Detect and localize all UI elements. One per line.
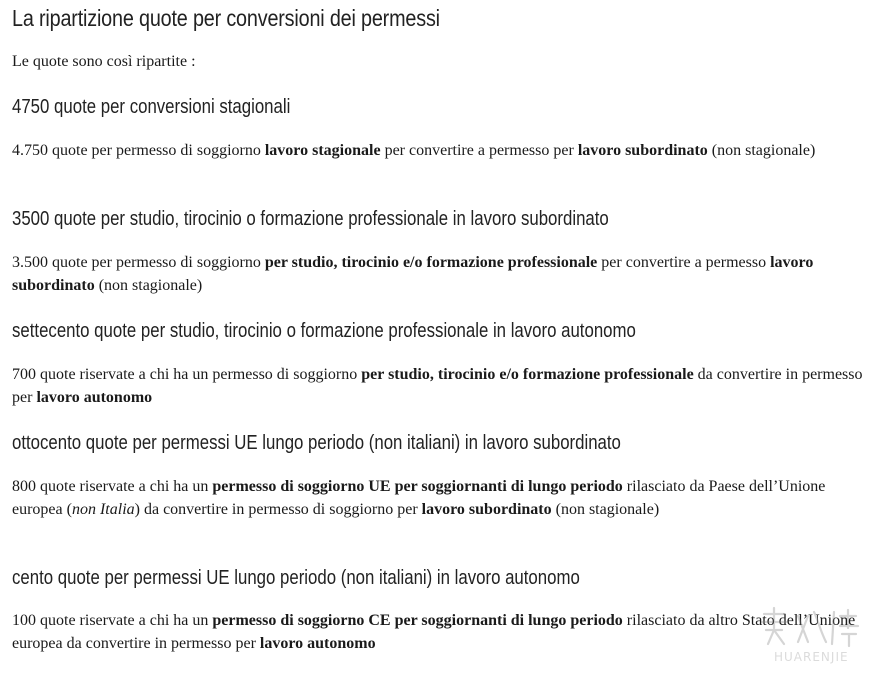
section-text-eu-autonomous: 100 quote riservate a chi ha un permesso di soggiorno CE per soggiornanti di lungo periodo rilasciato da altro Stato dell’Unione europea da convertire in permesso per lavoro autonomo <box>12 612 856 652</box>
section-text-eu-subordinate: 800 quote riservate a chi ha un permesso di soggiorno UE per soggiornanti di lungo periodo rilasciato da Paese dell’Unione europea (non Italia) da convertire in permesso di soggiorno per lavoro subordinato (non stagionale) <box>12 478 826 518</box>
section-text-seasonal: 4.750 quote per permesso di soggiorno lavoro stagionale per convertire a permesso per lavoro subordinato (non stagionale) <box>12 142 816 159</box>
section-heading-seasonal: 4750 quote per conversioni stagionali <box>12 96 291 118</box>
section-heading-eu-autonomous: cento quote per permessi UE lungo periodo (non italiani) in lavoro autonomo <box>12 567 580 589</box>
section-heading-eu-subordinate: ottocento quote per permessi UE lungo periodo (non italiani) in lavoro subordinato <box>12 432 621 454</box>
section-heading-study-autonomous: settecento quote per studio, tirocinio o formazione professionale in lavoro autonomo <box>12 320 636 342</box>
page-title: La ripartizione quote per conversioni dei permessi <box>12 5 440 31</box>
watermark-logo <box>754 606 864 664</box>
section-text-study-subordinate: 3.500 quote per permesso di soggiorno per studio, tirocinio e/o formazione professionale per convertire a permesso lavoro subordinato (non stagionale) <box>12 254 814 294</box>
section-heading-study-subordinate: 3500 quote per studio, tirocinio o formazione professionale in lavoro subordinato <box>12 208 609 230</box>
section-text-study-autonomous: 700 quote riservate a chi ha un permesso di soggiorno per studio, tirocinio e/o formazione professionale da convertire in permesso per lavoro autonomo <box>12 366 863 406</box>
intro-text: Le quote sono così ripartite : <box>12 53 196 70</box>
watermark-glyph-icon <box>754 606 864 650</box>
watermark-text: HUARENJIE <box>774 650 849 664</box>
